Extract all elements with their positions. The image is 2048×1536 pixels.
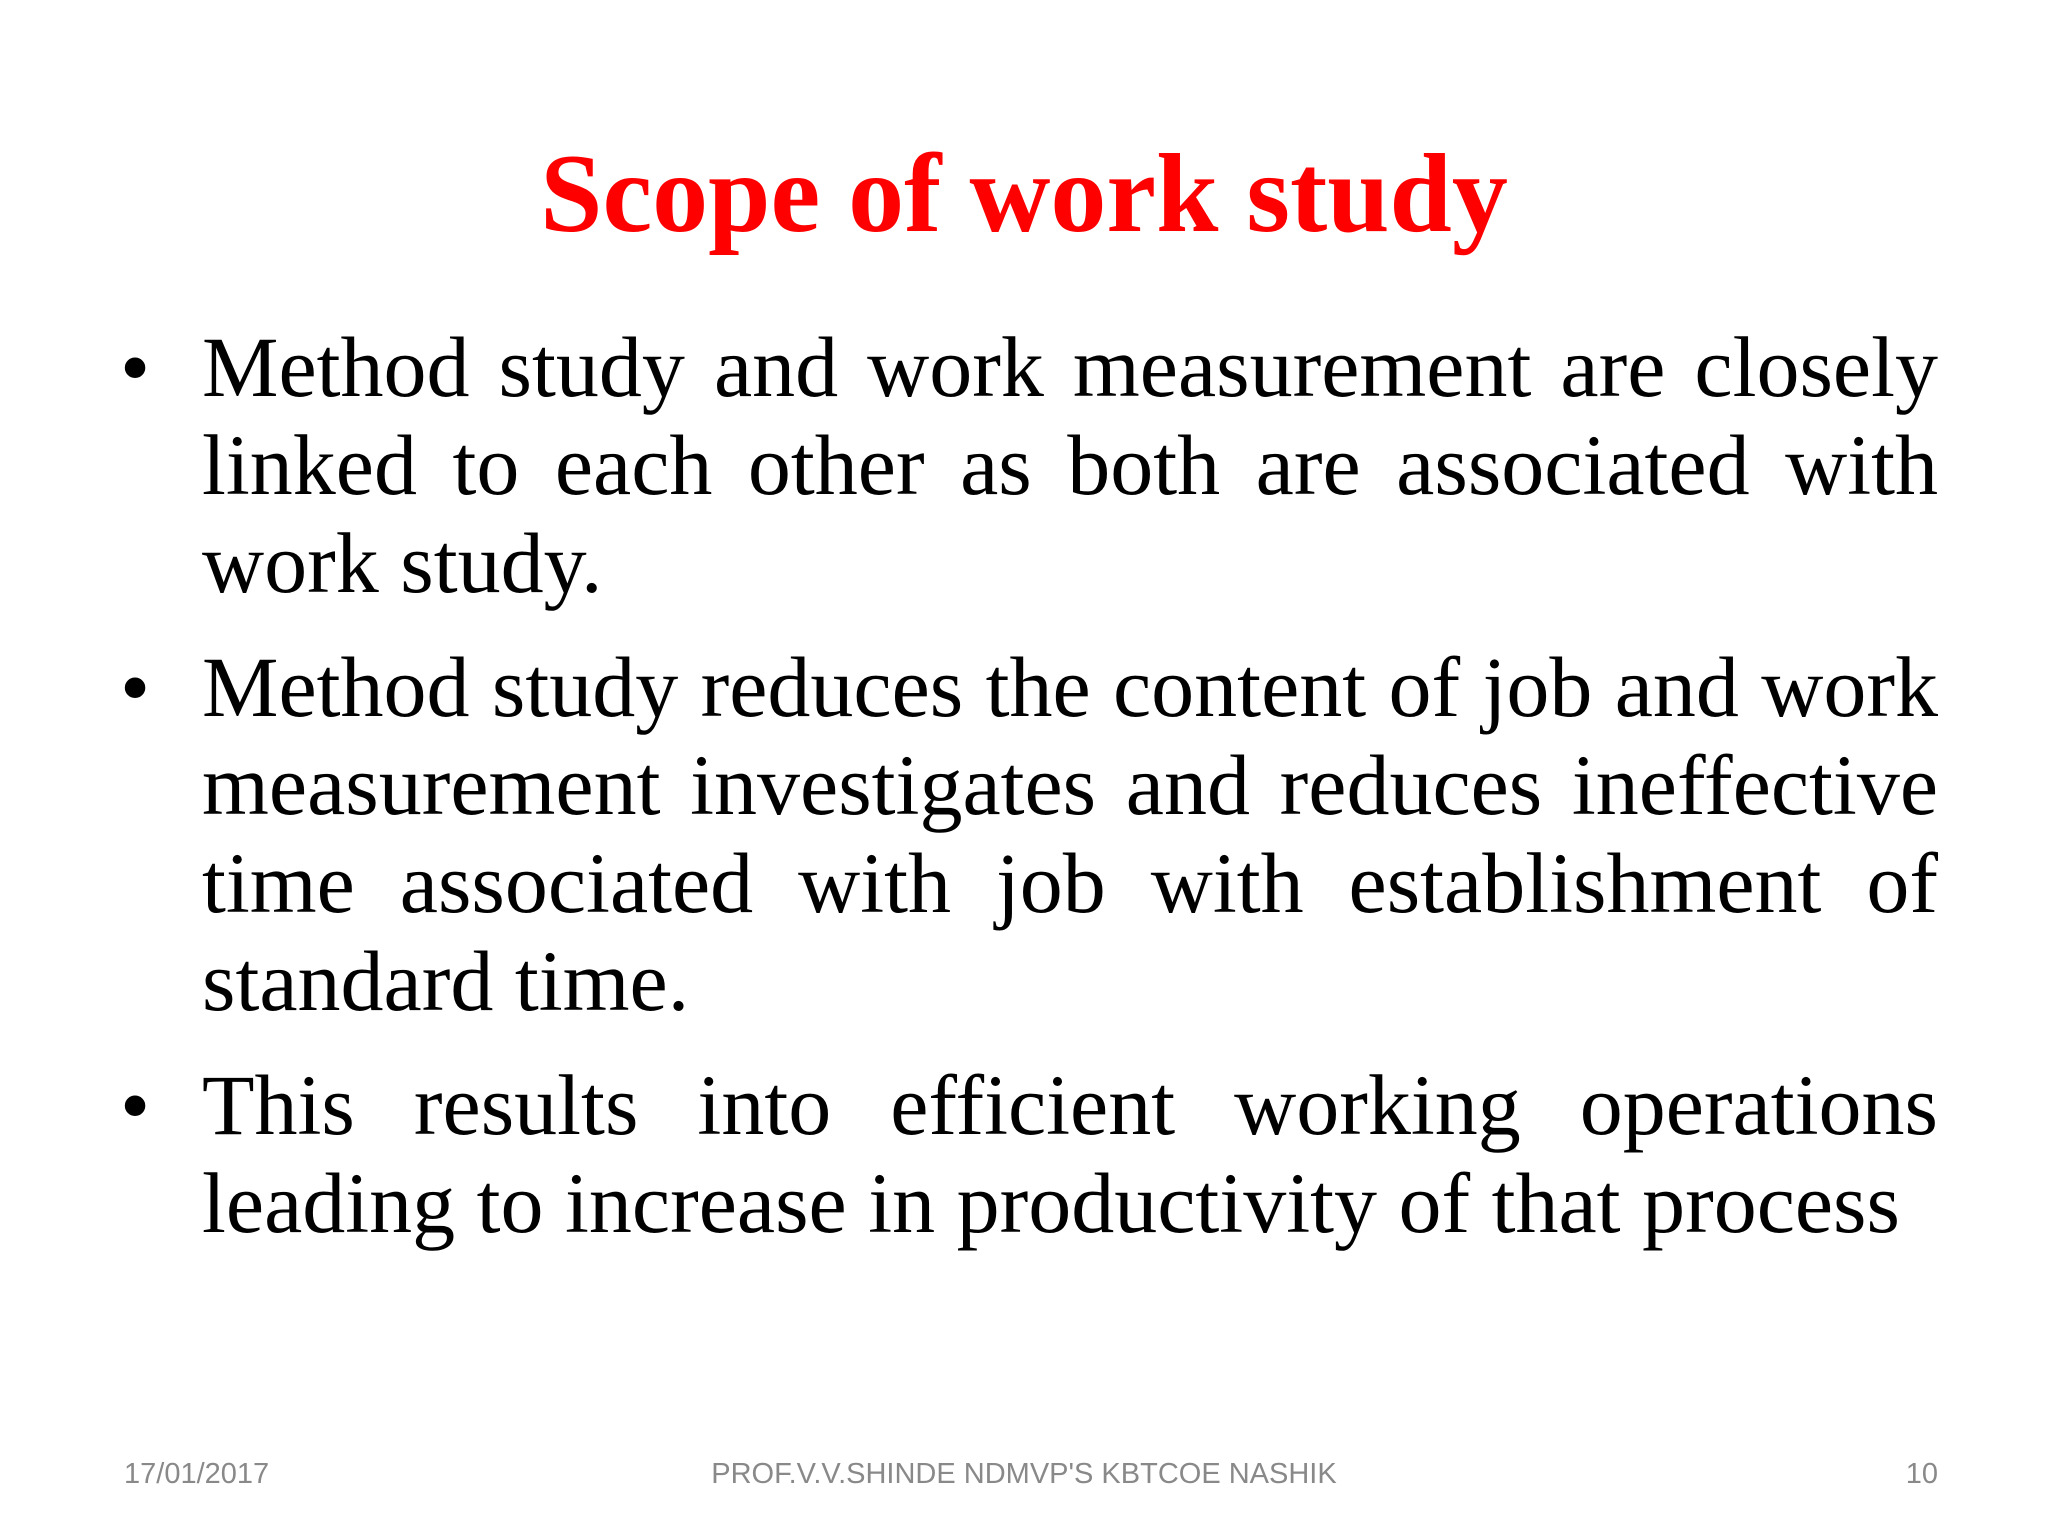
bullet-text: Method study and work measurement are closely linked to each other as both are associated with work study. bbox=[202, 319, 1938, 611]
bullet-item bbox=[120, 1056, 1938, 1252]
bullet-text: This results into efficient working operations leading to increase in productivity of that process bbox=[202, 1057, 1938, 1251]
footer-page-number: 10 bbox=[1905, 1458, 1938, 1490]
footer-author: PROF.V.V.SHINDE NDMVP'S KBTCOE NASHIK bbox=[711, 1458, 1337, 1490]
bullet-item bbox=[120, 638, 1938, 1030]
bullet-icon: • bbox=[120, 1057, 151, 1153]
bullet-item bbox=[120, 318, 1938, 612]
bullet-list bbox=[120, 318, 1938, 1278]
bullet-icon: • bbox=[120, 639, 151, 735]
slide-title: Scope of work study bbox=[540, 132, 1508, 256]
bullet-text: Method study reduces the content of job and work measurement investigates and reduces ineffective time associated with job with establishment of standard time. bbox=[202, 639, 1938, 1029]
bullet-icon: • bbox=[120, 319, 151, 415]
footer-date: 17/01/2017 bbox=[124, 1458, 270, 1490]
